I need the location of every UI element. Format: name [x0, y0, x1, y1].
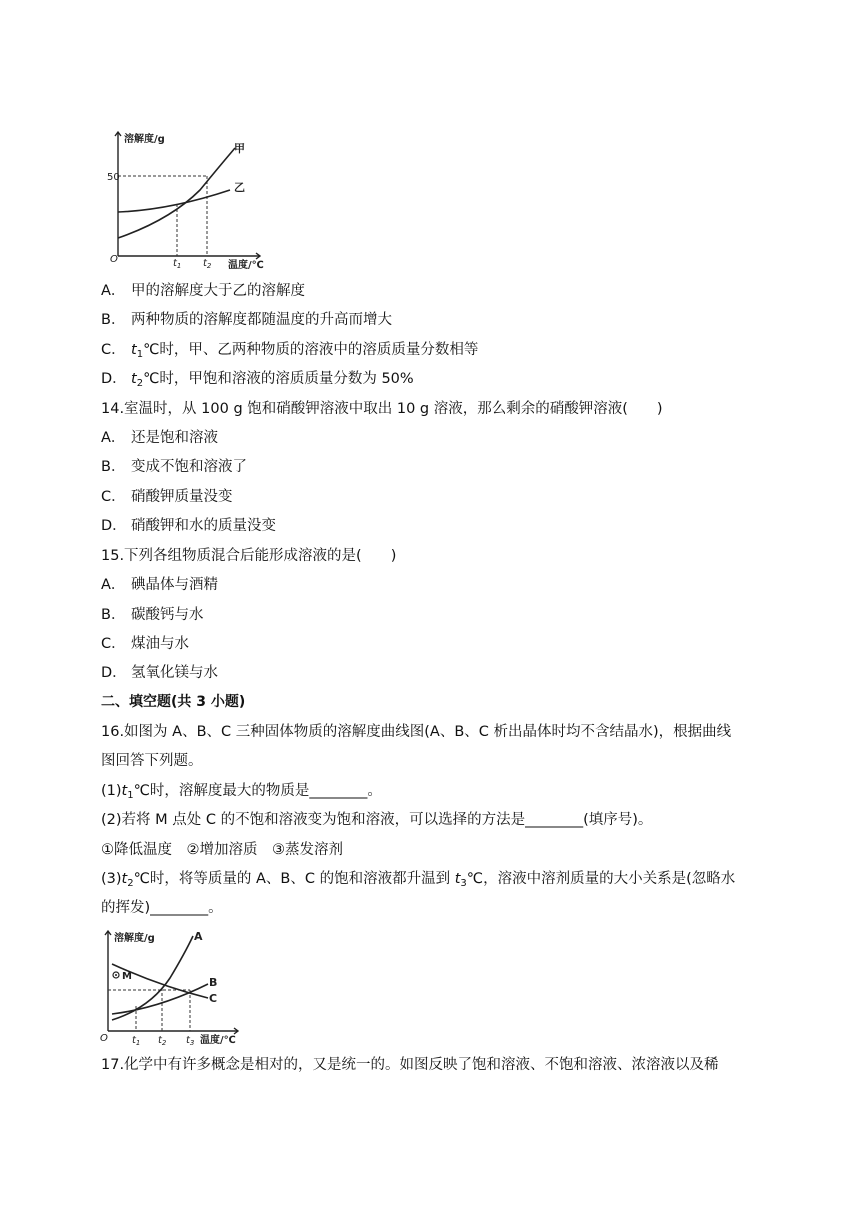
- x-tick-t2: $t_2$: [158, 1035, 167, 1047]
- q16-part3-line2: 的挥发)________。: [101, 900, 223, 916]
- origin-label: O: [110, 254, 118, 265]
- y-axis-label: 溶解度/g: [114, 933, 155, 944]
- q13-option-d: D． $t_2℃$时，甲饱和溶液的溶质质量分数为 50%: [101, 371, 414, 389]
- series-label-jia: 甲: [234, 142, 245, 155]
- point-m-label: M: [122, 971, 132, 982]
- series-yi-curve: [118, 190, 230, 212]
- q15-option-c: C． 煤油与水: [101, 636, 189, 652]
- y-tick-50: 50: [107, 172, 120, 183]
- q14-option-b: B． 变成不饱和溶液了: [101, 459, 247, 475]
- q16-part2-options: ①降低温度 ②增加溶质 ③蒸发溶剂: [101, 842, 343, 858]
- origin-label: O: [100, 1033, 108, 1044]
- q15-stem: 15.下列各组物质混合后能形成溶液的是( ): [101, 548, 397, 564]
- q16-stem-line2: 图回答下列题。: [101, 753, 203, 769]
- q17-stem: 17.化学中有许多概念是相对的，又是统一的。如图反映了饱和溶液、不饱和溶液、浓溶液以及稀: [101, 1057, 719, 1073]
- x-tick-t3: $t_3$: [186, 1035, 195, 1047]
- section-heading: 二、填空题(共 3 小题): [101, 694, 246, 710]
- q14-stem: 14.室温时，从 100 g 饱和硝酸钾溶液中取出 10 g 溶液，那么剩余的硝酸钾溶液( ): [101, 401, 663, 417]
- q13-option-b: B． 两种物质的溶解度都随温度的升高而增大: [101, 312, 392, 328]
- solubility-curve-figure-1: [107, 128, 270, 273]
- q15-option-a: A． 碘晶体与酒精: [101, 577, 218, 593]
- q14-option-d: D． 硝酸钾和水的质量没变: [101, 518, 276, 534]
- q14-option-a: A． 还是饱和溶液: [101, 430, 218, 446]
- series-label-c: C: [209, 992, 218, 1005]
- solubility-curve-figure-2: [100, 928, 245, 1048]
- series-b-curve: [112, 984, 208, 1014]
- q16-part2: (2)若将 M 点处 C 的不饱和溶液变为饱和溶液，可以选择的方法是________(填序号)。: [101, 812, 653, 828]
- q13-option-c: C． $t_1℃$时，甲、乙两种物质的溶液中的溶质质量分数相等: [101, 342, 479, 360]
- q15-option-b: B． 碳酸钙与水: [101, 607, 204, 623]
- y-axis-label: 溶解度/g: [124, 134, 165, 145]
- q14-option-c: C． 硝酸钾质量没变: [101, 489, 233, 505]
- x-tick-t2: $t_2$: [203, 258, 212, 270]
- series-label-a: A: [194, 930, 203, 943]
- q15-option-d: D． 氢氧化镁与水: [101, 665, 218, 681]
- x-axis-label: 温度/℃: [200, 1035, 236, 1046]
- q13-option-a: A． 甲的溶解度大于乙的溶解度: [101, 283, 305, 299]
- x-tick-t1: $t_1$: [173, 258, 182, 270]
- x-axis-label: 温度/℃: [228, 260, 264, 271]
- q16-stem-line1: 16.如图为 A、B、C 三种固体物质的溶解度曲线图(A、B、C 析出晶体时均不含结晶水)，根据曲线: [101, 724, 732, 740]
- q16-part3: $(3)t_2℃$时，将等质量的 A、B、C 的饱和溶液都升温到 $t_3℃$，溶液中溶剂质量的大小关系是(忽略水: [101, 871, 736, 889]
- x-tick-t1: $t_1$: [132, 1035, 141, 1047]
- series-label-b: B: [209, 976, 218, 989]
- series-label-yi: 乙: [234, 181, 245, 194]
- q16-part1: $(1)t_1℃$时，溶解度最大的物质是________。: [101, 783, 382, 801]
